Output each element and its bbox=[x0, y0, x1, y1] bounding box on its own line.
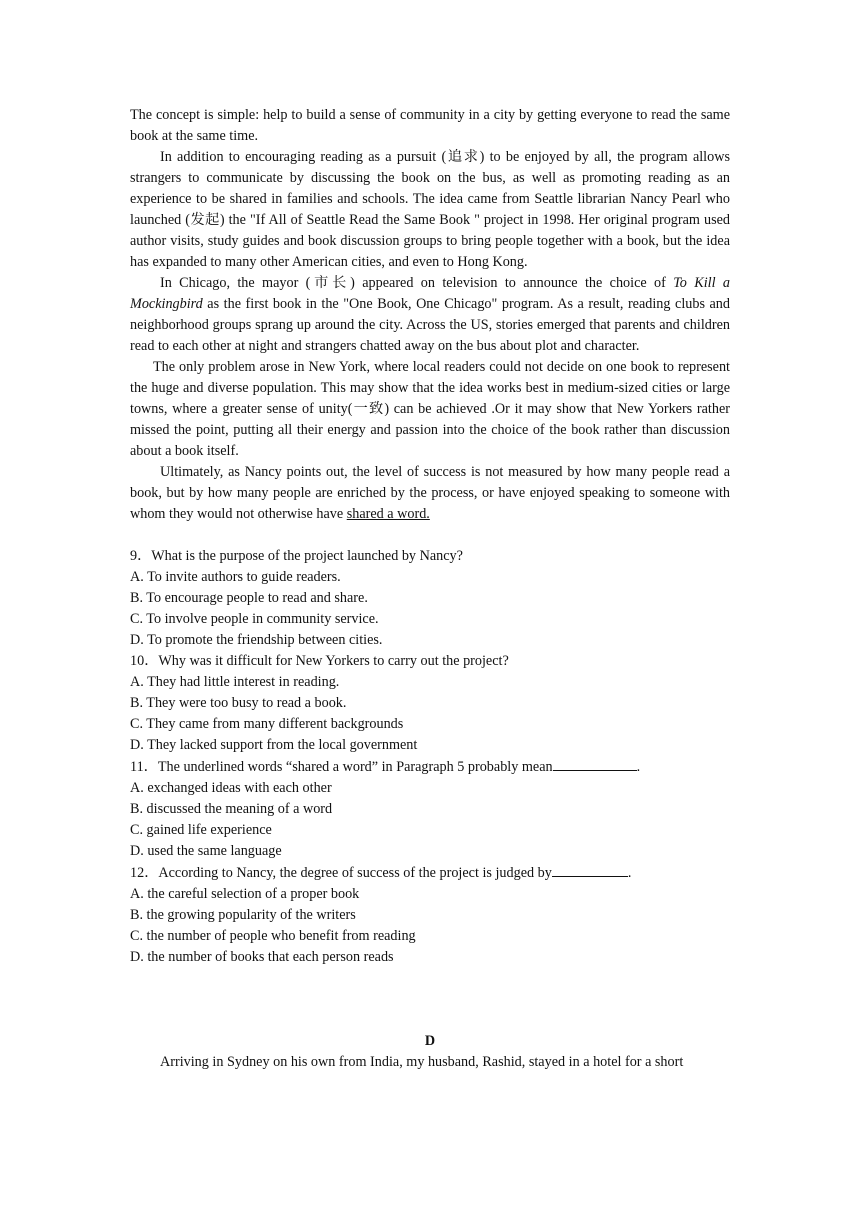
question-stem-text: 12．According to Nancy, the degree of success of the project is judged by bbox=[130, 865, 552, 881]
book-title: To Kill a Mockingbird bbox=[130, 275, 730, 312]
question-10 bbox=[130, 651, 730, 756]
option-d: D. used the same language bbox=[130, 843, 282, 859]
question-stem: 10．Why was it difficult for New Yorkers to carry out the project? bbox=[130, 653, 509, 669]
option-c: C. gained life experience bbox=[130, 822, 272, 838]
paragraph-3 bbox=[130, 273, 730, 357]
answer-blank bbox=[553, 756, 637, 771]
option-a: A. the careful selection of a proper book bbox=[130, 886, 360, 902]
option-a: A. They had little interest in reading. bbox=[130, 674, 340, 690]
paragraph-3-text-b: as the first book in the "One Book, One Chicago" program. As a result, reading clubs and neighborhood groups sprang up around the city. Across the US, stories emerged that parents and children read to each other at night and strangers chatted away on the bus about plot and character. bbox=[130, 296, 730, 354]
paragraph-2: In addition to encouraging reading as a pursuit (追求) to be enjoyed by all, the program allows strangers to communicate by discussing the book on the bus, as well as promoting reading as an experience to be shared in families and schools. The idea came from Seattle librarian Nancy Pearl who launched (发起) the "If All of Seattle Read the Same Book " project in 1998. Her original program used author visits, study guides and book discussion groups to bring people together with a book, but the idea has expanded to many other American cities, and even to Hong Kong. bbox=[130, 149, 730, 270]
option-a: A. exchanged ideas with each other bbox=[130, 780, 332, 796]
question-9 bbox=[130, 546, 730, 651]
option-b: B. the growing popularity of the writers bbox=[130, 907, 356, 923]
option-c: C. the number of people who benefit from reading bbox=[130, 928, 416, 944]
option-b: B. They were too busy to read a book. bbox=[130, 695, 347, 711]
paragraph-5 bbox=[130, 462, 730, 525]
option-d: D. To promote the friendship between cities. bbox=[130, 632, 383, 648]
spacer bbox=[130, 525, 730, 546]
underlined-phrase: shared a word. bbox=[346, 506, 430, 522]
paragraph-1: The concept is simple: help to build a sense of community in a city by getting everyone to read the same book at the same time. bbox=[130, 107, 730, 144]
question-stem bbox=[130, 756, 730, 778]
paragraph-5-text: Ultimately, as Nancy points out, the level of success is not measured by how many people read a book, but by how many people are enriched by the process, or have enjoyed speaking to someone with whom they would not otherwise have bbox=[130, 464, 730, 522]
option-a: A. To invite authors to guide readers. bbox=[130, 569, 341, 585]
option-b: B. To encourage people to read and share. bbox=[130, 590, 368, 606]
option-d: D. the number of books that each person reads bbox=[130, 949, 394, 965]
question-11 bbox=[130, 756, 730, 862]
spacer bbox=[130, 968, 730, 1031]
section-d-first-line: Arriving in Sydney on his own from India, my husband, Rashid, stayed in a hotel for a short bbox=[160, 1054, 684, 1070]
question-stem-end: . bbox=[636, 759, 641, 775]
question-stem-end: . bbox=[627, 865, 632, 881]
question-stem-text: 11．The underlined words “shared a word” in Paragraph 5 probably mean bbox=[130, 759, 553, 775]
answer-blank bbox=[552, 862, 628, 877]
question-12 bbox=[130, 862, 730, 968]
option-b: B. discussed the meaning of a word bbox=[130, 801, 333, 817]
question-stem bbox=[130, 862, 730, 884]
document-page bbox=[130, 105, 730, 1073]
option-c: C. To involve people in community service. bbox=[130, 611, 379, 627]
paragraph-4: The only problem arose in New York, where local readers could not decide on one book to represent the huge and diverse population. This may show that the idea works best in medium-sized cities or large towns, where a greater sense of unity(一致) can be achieved .Or it may show that New Yorkers rather missed the point, putting all their energy and passion into the choice of the book rather than discussion about a book itself. bbox=[130, 359, 730, 459]
option-c: C. They came from many different backgrounds bbox=[130, 716, 404, 732]
option-d: D. They lacked support from the local government bbox=[130, 737, 418, 753]
section-heading: D bbox=[424, 1033, 436, 1049]
paragraph-3-text-a: In Chicago, the mayor (市长) appeared on television to announce the choice of bbox=[160, 275, 674, 291]
question-stem: 9．What is the purpose of the project launched by Nancy? bbox=[130, 548, 463, 564]
